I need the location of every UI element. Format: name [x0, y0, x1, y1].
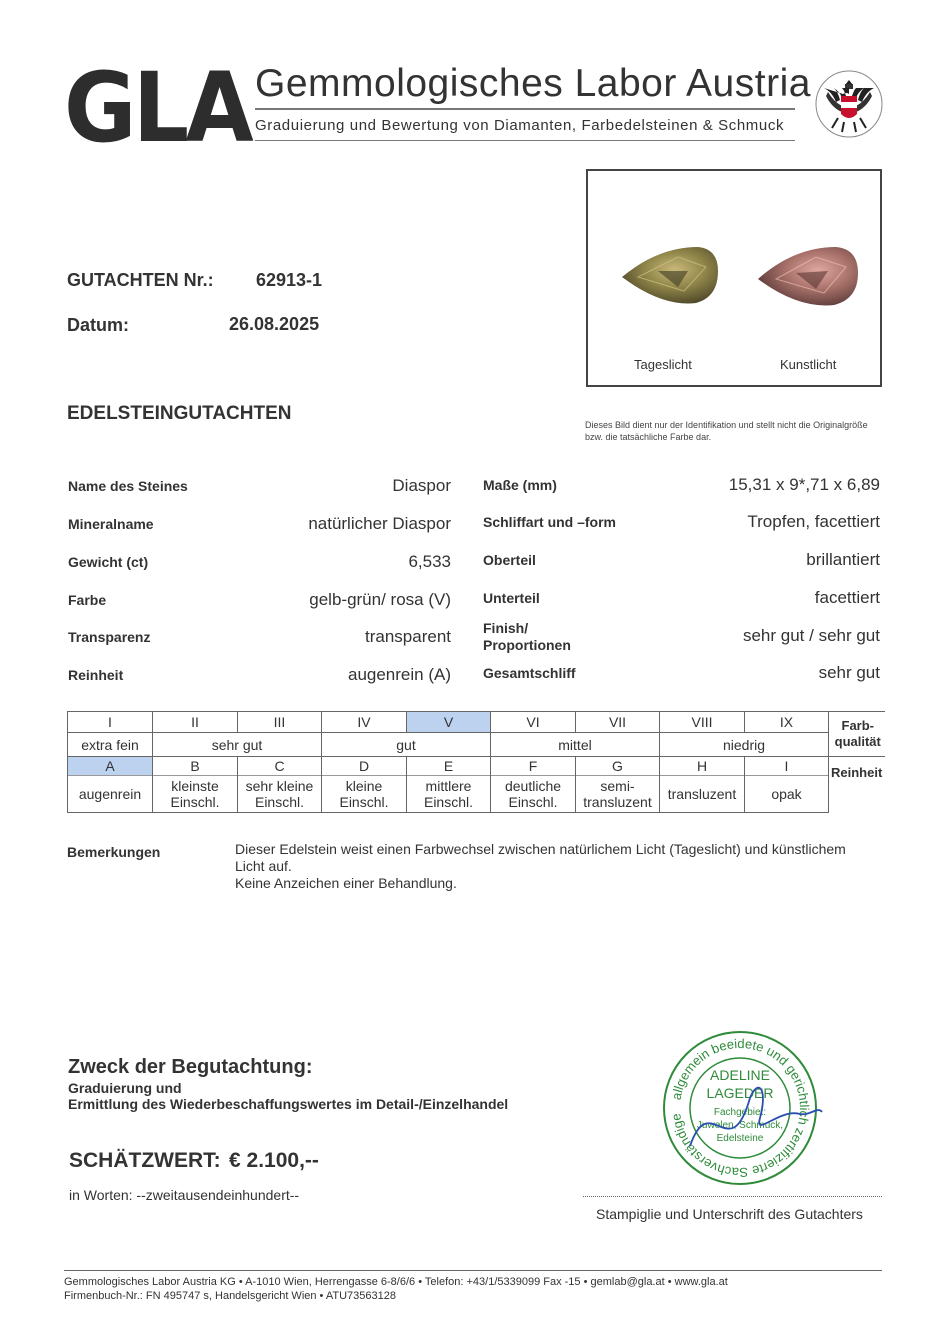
- clarity-grade-cell: H: [660, 757, 745, 776]
- color-grade-cell-selected: V: [407, 712, 491, 733]
- color-grade-cell: VI: [491, 712, 576, 733]
- grading-table: [67, 711, 885, 813]
- property-label: Mineralname: [68, 516, 154, 532]
- report-date: 26.08.2025: [229, 314, 320, 334]
- lab-subtitle: Graduierung und Bewertung von Diamanten, Farbedelsteinen & Schmuck: [255, 117, 785, 134]
- gem-artificial-light-image: [754, 239, 862, 315]
- remarks-text: [235, 841, 875, 892]
- remarks-label: Bemerkungen: [67, 844, 161, 860]
- clarity-term-cell: sehr kleine Einschl.: [238, 776, 322, 813]
- color-term-cell: sehr gut: [153, 733, 322, 757]
- color-grade-cell: II: [153, 712, 238, 733]
- property-value: sehr gut / sehr gut: [742, 626, 880, 645]
- clarity-term-cell: semi- transluzent: [576, 776, 660, 813]
- property-value: gelb-grün/ rosa (V): [309, 590, 451, 609]
- clarity-grade-cell: F: [491, 757, 576, 776]
- color-grade-cell: III: [238, 712, 322, 733]
- header-rule-bottom: [255, 140, 795, 141]
- stamp-ring-text: allgemein beeidete und gerichtlich zertifizierte Sachverständige: [668, 1035, 813, 1181]
- property-value: 15,31 x 9*,71 x 6,89: [728, 475, 880, 494]
- signature-line: [583, 1196, 882, 1197]
- color-term-cell: niedrig: [660, 733, 829, 757]
- header-rule-top: [255, 108, 795, 110]
- property-label: Schliffart und –form: [483, 514, 617, 530]
- property-value: sehr gut: [818, 663, 880, 682]
- clarity-term-cell: kleine Einschl.: [322, 776, 407, 813]
- property-value: 6,533: [408, 552, 451, 571]
- report-number: 62913-1: [256, 270, 323, 290]
- clarity-term-cell: transluzent: [660, 776, 745, 813]
- valuation-label: SCHÄTZWERT:: [69, 1149, 221, 1172]
- valuation-in-words: in Worten: --zweitausendeinhundert--: [69, 1187, 300, 1203]
- purpose-line: Graduierung und: [68, 1080, 182, 1096]
- color-grade-cell: VII: [576, 712, 660, 733]
- expert-stamp: [650, 1028, 830, 1188]
- stamp-field-2: Edelsteine: [716, 1133, 764, 1144]
- remarks-line: Dieser Edelstein weist einen Farbwechsel zwischen natürlichem Licht (Tageslicht) und künstlichem Licht auf.: [235, 841, 846, 874]
- clarity-label: Reinheit: [829, 757, 885, 813]
- purpose-title: Zweck der Begutachtung:: [68, 1056, 313, 1078]
- footer-address: Gemmologisches Labor Austria KG • A-1010 Wien, Herrengasse 6-8/6/6 • Telefon: +43/1/5339099 Fax -15 • gemlab@gla.at • www.gla.at: [64, 1276, 728, 1288]
- color-grade-cell: IX: [745, 712, 829, 733]
- stamp-field-1: Juwelen, Schmuck,: [696, 1120, 784, 1131]
- color-quality-label: Farb- qualität: [829, 712, 885, 757]
- clarity-term-cell: kleinste Einschl.: [153, 776, 238, 813]
- color-grade-cell: IV: [322, 712, 407, 733]
- property-label: Reinheit: [68, 667, 124, 683]
- property-value: augenrein (A): [347, 665, 451, 684]
- austrian-eagle-crest-icon: [814, 66, 884, 142]
- report-type-title: EDELSTEINGUTACHTEN: [67, 403, 292, 424]
- daylight-caption: Tageslicht: [634, 357, 692, 372]
- property-value: Diaspor: [392, 476, 451, 495]
- color-grade-cell: VIII: [660, 712, 745, 733]
- clarity-grade-cell: I: [745, 757, 829, 776]
- report-number-label: GUTACHTEN Nr.:: [67, 270, 214, 290]
- color-term-cell: mittel: [491, 733, 660, 757]
- clarity-term-cell: opak: [745, 776, 829, 813]
- property-label: Unterteil: [483, 590, 540, 606]
- photo-disclaimer: Dieses Bild dient nur der Identifikation und stellt nicht die Originalgröße bzw. die tatsächliche Farbe dar.: [585, 420, 868, 442]
- property-label: Finish/ Proportionen: [483, 620, 571, 653]
- property-value: transparent: [365, 627, 451, 646]
- gem-photo-box: [586, 169, 882, 387]
- color-term-cell: gut: [322, 733, 491, 757]
- gem-daylight-image: [618, 241, 722, 313]
- property-label: Oberteil: [483, 552, 536, 568]
- clarity-term-cell: mittlere Einschl.: [407, 776, 491, 813]
- property-label: Gesamtschliff: [483, 665, 576, 681]
- property-label: Name des Steines: [68, 478, 188, 494]
- clarity-grade-cell: B: [153, 757, 238, 776]
- remarks-line: Keine Anzeichen einer Behandlung.: [235, 875, 457, 891]
- stamp-field-label: Fachgebiet:: [713, 1107, 767, 1118]
- artificial-light-caption: Kunstlicht: [780, 357, 837, 372]
- property-value: brillantiert: [806, 550, 880, 569]
- clarity-term-cell: augenrein: [68, 776, 153, 813]
- color-term-cell: extra fein: [68, 733, 153, 757]
- footer-rule: [64, 1270, 882, 1271]
- stamp-name-last: LAGEDER: [706, 1085, 774, 1101]
- property-label: Maße (mm): [483, 477, 557, 493]
- lab-name: Gemmologisches Labor Austria: [255, 62, 811, 105]
- clarity-grade-cell: C: [238, 757, 322, 776]
- clarity-grade-cell-selected: A: [68, 757, 153, 776]
- property-value: facettiert: [814, 588, 880, 607]
- color-grade-cell: I: [68, 712, 153, 733]
- stamp-caption: Stampiglie und Unterschrift des Gutachters: [596, 1206, 863, 1222]
- clarity-grade-cell: D: [322, 757, 407, 776]
- purpose-line: Ermittlung des Wiederbeschaffungswertes im Detail-/Einzelhandel: [68, 1096, 509, 1112]
- clarity-grade-cell: E: [407, 757, 491, 776]
- stamp-name-first: ADELINE: [710, 1067, 770, 1083]
- property-label: Farbe: [68, 592, 107, 608]
- property-label: Gewicht (ct): [68, 554, 149, 570]
- footer-registry: Firmenbuch-Nr.: FN 495747 s, Handelsgericht Wien • ATU73563128: [64, 1290, 396, 1302]
- gla-logo: GLA: [64, 52, 251, 164]
- clarity-grade-cell: G: [576, 757, 660, 776]
- report-date-label: Datum:: [67, 315, 129, 335]
- property-value: Tropfen, facettiert: [747, 512, 880, 531]
- property-label: Transparenz: [68, 629, 151, 645]
- clarity-term-cell: deutliche Einschl.: [491, 776, 576, 813]
- property-value: natürlicher Diaspor: [308, 514, 451, 533]
- valuation-amount: € 2.100,--: [229, 1149, 319, 1172]
